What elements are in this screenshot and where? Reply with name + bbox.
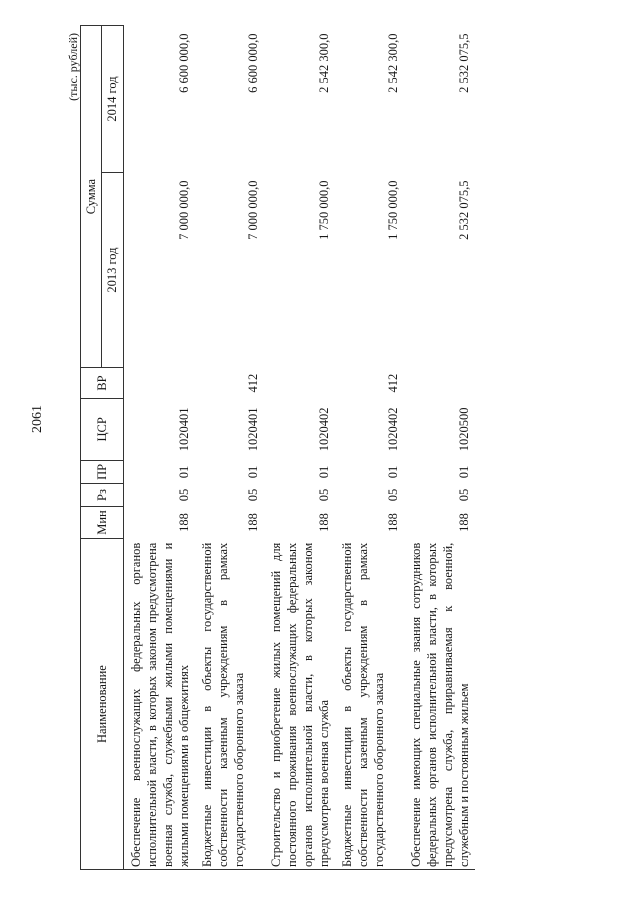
row-min: 188 <box>177 513 192 532</box>
row-csr: 1020402 <box>317 407 332 452</box>
row-rz: 05 <box>457 488 472 502</box>
row-csr: 1020401 <box>246 407 261 452</box>
row-name: Бюджетные инвестиции в объекты государственной собственности казенным учреждениям в рамках государственного оборонного заказа <box>335 539 404 870</box>
row-name: Строительство и приобретение жилых помещений для постоянного проживания военнослужащих федеральных органов исполнительной власти, в которых законом предусмотрена военная служба <box>264 539 335 870</box>
row-pr: 01 <box>457 465 472 479</box>
table-row <box>123 26 195 870</box>
row-sum-2014: 2 542 300,0 <box>317 33 332 93</box>
header-min: Мин <box>81 506 124 538</box>
header-year-2014: 2014 год <box>102 26 123 173</box>
row-rz: 05 <box>386 488 401 502</box>
row-sum-2013: 2 532 075,5 <box>457 180 472 240</box>
row-pr: 01 <box>246 465 261 479</box>
table-row <box>404 26 475 870</box>
header-csr: ЦСР <box>81 398 124 460</box>
rotated-content <box>66 25 580 870</box>
row-sum-2013: 1 750 000,0 <box>386 180 401 240</box>
row-csr: 1020402 <box>386 407 401 452</box>
row-min: 188 <box>386 513 401 532</box>
row-csr: 1020500 <box>457 407 472 452</box>
row-sum-2014: 6 600 000,0 <box>177 33 192 93</box>
row-min: 188 <box>246 513 261 532</box>
row-sum-2013: 7 000 000,0 <box>177 180 192 240</box>
row-vr <box>404 368 475 399</box>
row-sum-2014: 2 532 075,5 <box>457 33 472 93</box>
header-rz: Рз <box>81 484 124 507</box>
row-vr <box>123 368 195 399</box>
row-pr: 01 <box>386 465 401 479</box>
header-sum: Сумма <box>81 26 102 368</box>
page-number: 2061 <box>30 405 45 433</box>
row-name: Обеспечение имеющих специальные звания сотрудников федеральных органов исполнительной власти, в которых предусмотрена служба, приравниваемая к военной, служебным и постоянным жильем <box>404 539 475 870</box>
budget-table <box>80 25 475 870</box>
row-sum-2014: 2 542 300,0 <box>386 33 401 93</box>
units-label: (тыс. рублей) <box>66 33 80 101</box>
row-rz: 05 <box>177 488 192 502</box>
table-row <box>264 26 335 870</box>
row-name: Обеспечение военнослужащих федеральных органов исполнительной власти, в которых законом предусмотрена военная служба, служебными жилыми помещениями и жилыми помещениями в общежитиях <box>123 539 195 870</box>
row-sum-2013: 7 000 000,0 <box>246 180 261 240</box>
row-min: 188 <box>457 513 472 532</box>
row-rz: 05 <box>246 488 261 502</box>
row-vr: 412 <box>246 373 261 393</box>
table-row <box>335 26 404 870</box>
row-csr: 1020401 <box>177 407 192 452</box>
row-pr: 01 <box>317 465 332 479</box>
row-name: Бюджетные инвестиции в объекты государственной собственности казенным учреждениям в рамках государственного оборонного заказа <box>195 539 264 870</box>
row-rz: 05 <box>317 488 332 502</box>
row-vr <box>264 368 335 399</box>
row-pr: 01 <box>177 465 192 479</box>
row-vr: 412 <box>386 373 401 393</box>
row-sum-2014: 6 600 000,0 <box>246 33 261 93</box>
header-year-2013: 2013 год <box>102 172 123 367</box>
header-vr: ВР <box>81 368 124 399</box>
header-pr: ПР <box>81 460 124 484</box>
table-header <box>81 26 124 870</box>
header-name: Наименование <box>81 539 124 870</box>
table-body <box>123 26 475 870</box>
row-min: 188 <box>317 513 332 532</box>
table-row <box>195 26 264 870</box>
row-sum-2013: 1 750 000,0 <box>317 180 332 240</box>
